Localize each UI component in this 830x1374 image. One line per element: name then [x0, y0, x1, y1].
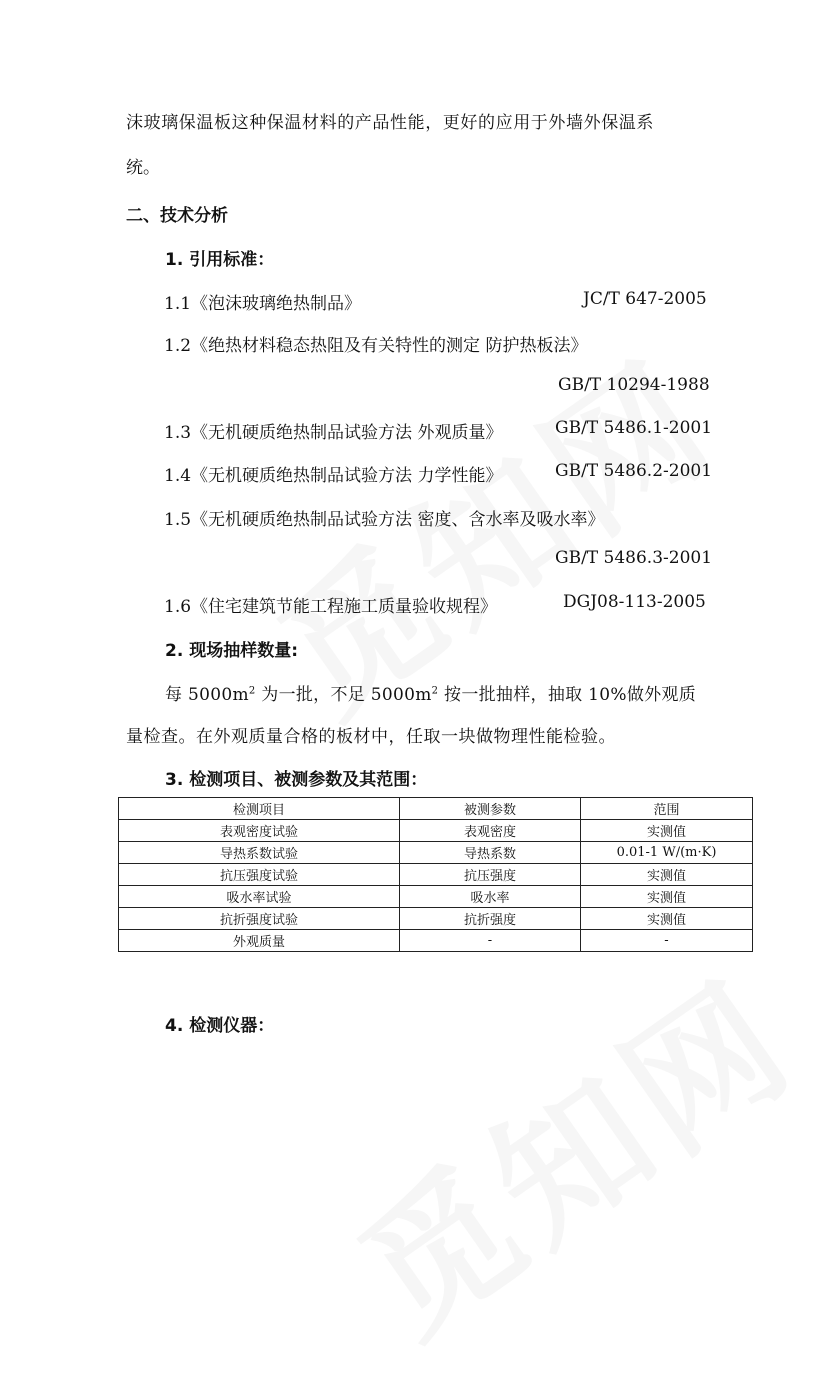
table-cell: 表观密度 — [400, 820, 581, 842]
superscript-2: 2 — [248, 685, 256, 697]
table-cell: 表观密度试验 — [119, 820, 400, 842]
table-cell: 外观质量 — [119, 930, 400, 952]
standard-1-name: 1.1《泡沫玻璃绝热制品》 — [164, 294, 362, 314]
standard-1-code: JC/T 647-2005 — [583, 289, 707, 309]
intro-line-2: 统。 — [126, 158, 160, 178]
intro-line-1: 沫玻璃保温板这种保温材料的产品性能，更好的应用于外墙外保温系 — [126, 113, 654, 133]
header-parameter: 被测参数 — [400, 798, 581, 820]
table-cell: 0.01-1 W/(m·K) — [581, 842, 753, 864]
standard-6-name: 1.6《住宅建筑节能工程施工质量验收规程》 — [164, 597, 498, 617]
table-cell: 吸水率 — [400, 886, 581, 908]
standard-5-name: 1.5《无机硬质绝热制品试验方法 密度、含水率及吸水率》 — [164, 510, 605, 530]
standard-6-code: DGJ08-113-2005 — [563, 592, 706, 612]
table-cell: 吸水率试验 — [119, 886, 400, 908]
table-cell: 抗压强度试验 — [119, 864, 400, 886]
sampling-text-b: 为一批，不足 5000m — [255, 685, 432, 705]
standard-2-code: GB/T 10294-1988 — [558, 375, 710, 395]
standard-2-name: 1.2《绝热材料稳态热阻及有关特性的测定 防护热板法》 — [164, 336, 588, 356]
sampling-paragraph-line-2: 量检查。在外观质量合格的板材中，任取一块做物理性能检验。 — [126, 727, 616, 747]
table-cell: 导热系数 — [400, 842, 581, 864]
table-row — [119, 864, 753, 886]
table-cell: 实测值 — [581, 886, 753, 908]
table-cell: - — [400, 930, 581, 952]
standard-3-code: GB/T 5486.1-2001 — [555, 418, 713, 438]
table-row — [119, 908, 753, 930]
superscript-2b: 2 — [431, 685, 439, 697]
standard-4-code: GB/T 5486.2-2001 — [555, 461, 713, 481]
standard-3-name: 1.3《无机硬质绝热制品试验方法 外观质量》 — [164, 423, 503, 443]
table-row — [119, 820, 753, 842]
sampling-paragraph-line-1 — [165, 680, 696, 705]
sampling-title: 2. 现场抽样数量: — [165, 641, 299, 661]
sampling-text-c: 按一批抽样，抽取 10%做外观质 — [438, 685, 697, 705]
standards-title: 1. 引用标准： — [165, 250, 275, 270]
instruments-title: 4. 检测仪器： — [165, 1016, 275, 1036]
section-2-title: 二、技术分析 — [126, 206, 228, 226]
table-cell: 抗折强度 — [400, 908, 581, 930]
table-cell: 抗折强度试验 — [119, 908, 400, 930]
table-cell: - — [581, 930, 753, 952]
items-table-title: 3. 检测项目、被测参数及其范围： — [165, 770, 428, 790]
table-row — [119, 886, 753, 908]
table-cell: 实测值 — [581, 864, 753, 886]
sampling-text-a: 每 5000m — [165, 685, 249, 705]
table-cell: 实测值 — [581, 820, 753, 842]
table-cell: 抗压强度 — [400, 864, 581, 886]
header-item: 检测项目 — [119, 798, 400, 820]
standard-5-code: GB/T 5486.3-2001 — [555, 548, 713, 568]
table-header-row — [119, 798, 753, 820]
table-cell: 实测值 — [581, 908, 753, 930]
watermark-bottom — [311, 922, 828, 1374]
table-cell: 导热系数试验 — [119, 842, 400, 864]
detection-items-table — [118, 797, 753, 952]
table-row — [119, 930, 753, 952]
standard-4-name: 1.4《无机硬质绝热制品试验方法 力学性能》 — [164, 466, 503, 486]
table-row — [119, 842, 753, 864]
header-range: 范围 — [581, 798, 753, 820]
